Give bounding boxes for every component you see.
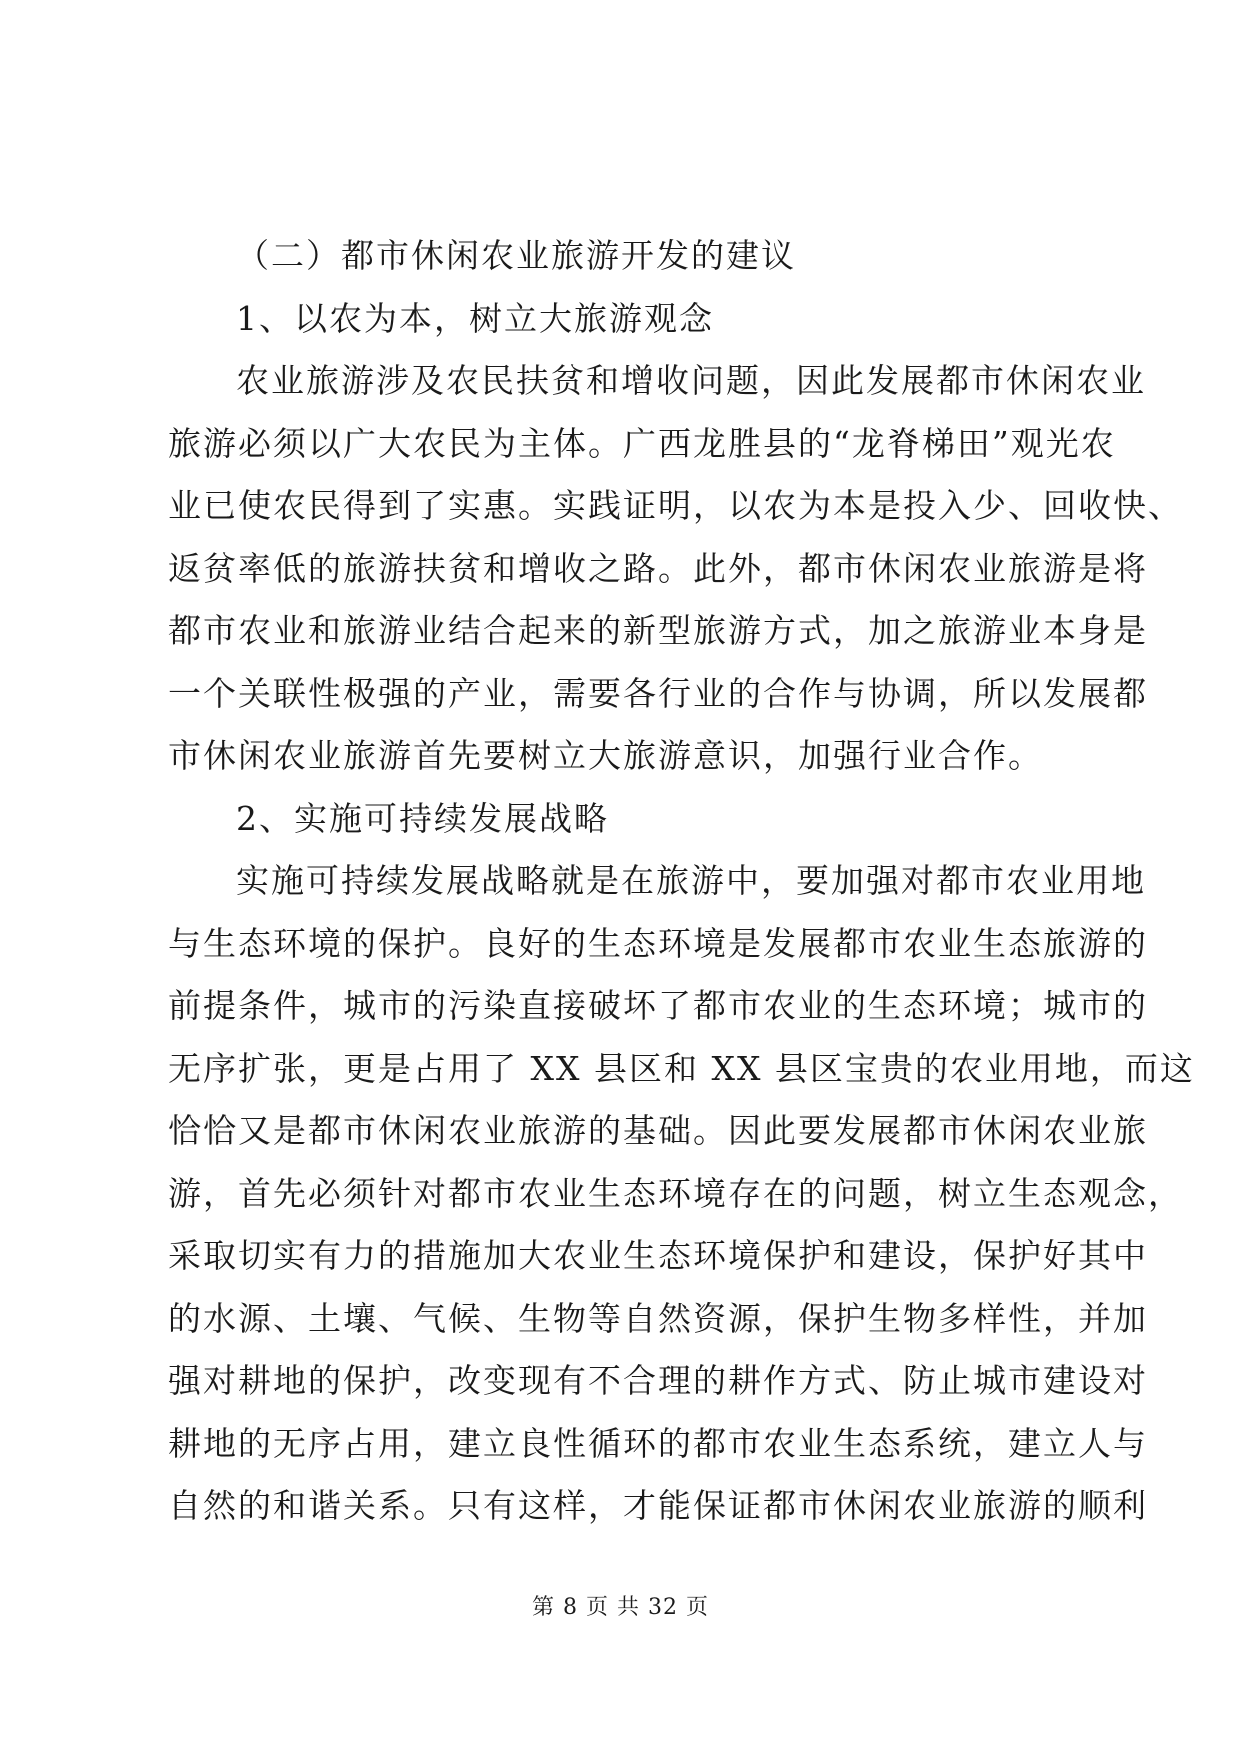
paragraph-line: 前提条件，城市的污染直接破坏了都市农业的生态环境；城市的 — [168, 986, 1148, 1025]
subsection-heading-2: 2、实施可持续发展战略 — [236, 798, 609, 838]
paragraph-line: 恰恰又是都市休闲农业旅游的基础。因此要发展都市休闲农业旅 — [168, 1111, 1148, 1150]
section-heading: （二）都市休闲农业旅游开发的建议 — [236, 236, 796, 275]
paragraph-line: 强对耕地的保护，改变现有不合理的耕作方式、防止城市建设对 — [168, 1361, 1148, 1400]
paragraph-line: 与生态环境的保护。良好的生态环境是发展都市农业生态旅游的 — [168, 923, 1148, 963]
subsection-heading-1: 1、以农为本，树立大旅游观念 — [236, 298, 714, 338]
paragraph-line: 自然的和谐关系。只有这样，才能保证都市休闲农业旅游的顺利 — [168, 1486, 1148, 1525]
paragraph-line: 的水源、土壤、气候、生物等自然资源，保护生物多样性，并加 — [168, 1298, 1148, 1338]
paragraph-line: 旅游必须以广大农民为主体。广西龙胜县的“龙脊梯田”观光农 — [168, 423, 1116, 463]
paragraph-line: 一个关联性极强的产业，需要各行业的合作与协调，所以发展都 — [168, 673, 1148, 713]
paragraph-line: 业已使农民得到了实惠。实践证明，以农为本是投入少、回收快、 — [168, 486, 1183, 525]
paragraph-line: 市休闲农业旅游首先要树立大旅游意识，加强行业合作。 — [168, 736, 1043, 775]
paragraph-line: 返贫率低的旅游扶贫和增收之路。此外，都市休闲农业旅游是将 — [168, 548, 1148, 588]
paragraph-line: 实施可持续发展战略就是在旅游中，要加强对都市农业用地 — [236, 861, 1146, 900]
paragraph-line: 无序扩张，更是占用了 XX 县区和 XX 县区宝贵的农业用地，而这 — [168, 1048, 1195, 1088]
document-body — [168, 225, 1195, 1538]
paragraph-line: 耕地的无序占用，建立良性循环的都市农业生态系统，建立人与 — [168, 1423, 1148, 1463]
paragraph-line: 采取切实有力的措施加大农业生态环境保护和建设，保护好其中 — [168, 1236, 1148, 1275]
paragraph-line: 都市农业和旅游业结合起来的新型旅游方式，加之旅游业本身是 — [168, 611, 1148, 650]
page-number-footer: 第 8 页 共 32 页 — [532, 1595, 709, 1620]
paragraph-line: 游，首先必须针对都市农业生态环境存在的问题，树立生态观念， — [168, 1173, 1183, 1213]
paragraph-line: 农业旅游涉及农民扶贫和增收问题，因此发展都市休闲农业 — [236, 361, 1146, 400]
